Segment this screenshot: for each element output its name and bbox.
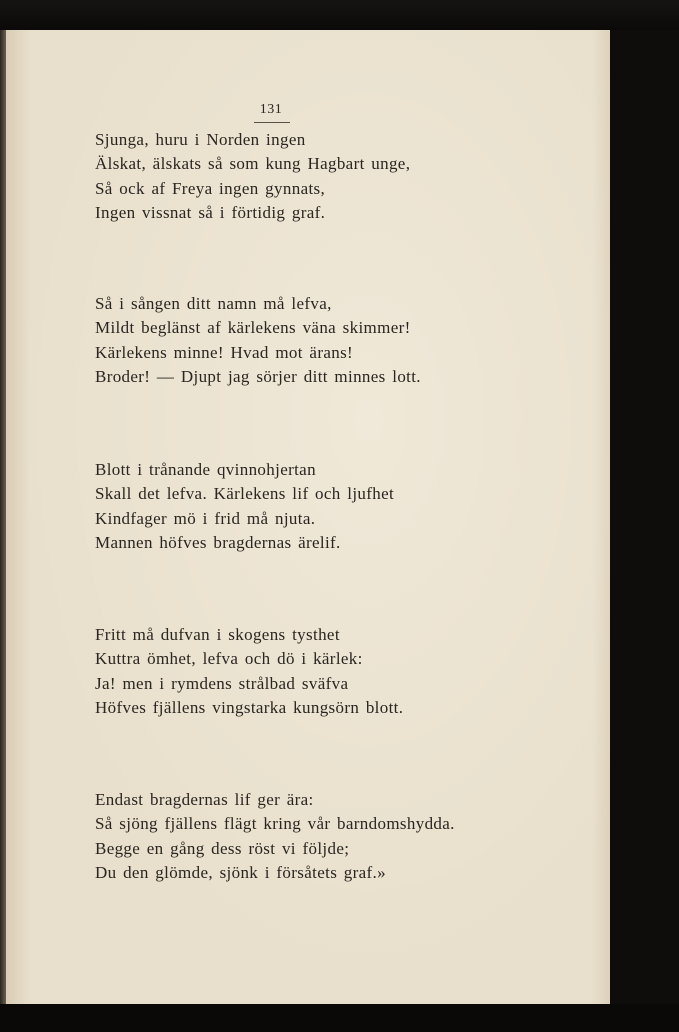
verse-line: Så i sången ditt namn må lefva, — [95, 294, 332, 313]
stanza-1 — [95, 128, 410, 225]
scan-bottom-edge — [0, 1004, 679, 1032]
verse-line: Begge en gång dess röst vi följde; — [95, 838, 350, 858]
verse-line: Skall det lefva. Kärlekens lif och ljufhet — [95, 484, 395, 504]
book-page — [6, 30, 610, 1004]
stanza-3 — [95, 458, 394, 555]
verse-line: Älskat, älskats så som kung Hagbart unge, — [95, 154, 411, 174]
verse-line: Ingen vissnat så i förtidig graf. — [95, 202, 326, 222]
stanza-2 — [95, 292, 421, 389]
verse-line: Fritt må dufvan i skogens tysthet — [95, 625, 340, 644]
verse-line: Så sjöng fjällens flägt kring vår barndomshydda. — [95, 814, 455, 834]
verse-line: Så ock af Freya ingen gynnats, — [95, 178, 326, 198]
verse-line: Du den glömde, sjönk i försåtets graf.» — [95, 862, 386, 882]
verse-line: Höfves fjällens vingstarka kungsörn blott. — [95, 697, 404, 717]
verse-line: Kärlekens minne! Hvad mot ärans! — [95, 342, 354, 362]
stanza-4 — [95, 623, 403, 720]
page-number: 131 — [259, 102, 283, 117]
verse-line: Blott i trånande qvinnohjertan — [95, 460, 316, 479]
verse-line: Kuttra ömhet, lefva och dö i kärlek: — [95, 649, 363, 669]
verse-line: Mildt beglänst af kärlekens väna skimmer! — [95, 318, 411, 338]
stanza-5 — [95, 788, 455, 885]
verse-line: Sjunga, huru i Norden ingen — [95, 130, 306, 149]
page-number-rule — [254, 122, 290, 123]
verse-line: Mannen höfves bragdernas ärelif. — [95, 532, 341, 552]
verse-line: Ja! men i rymdens strålbad sväfva — [95, 673, 349, 693]
verse-line: Broder! — Djupt jag sörjer ditt minnes lott. — [95, 366, 421, 386]
verse-line: Endast bragdernas lif ger ära: — [95, 790, 314, 809]
scan-top-edge — [0, 0, 679, 30]
verse-line: Kindfager mö i frid må njuta. — [95, 508, 316, 528]
